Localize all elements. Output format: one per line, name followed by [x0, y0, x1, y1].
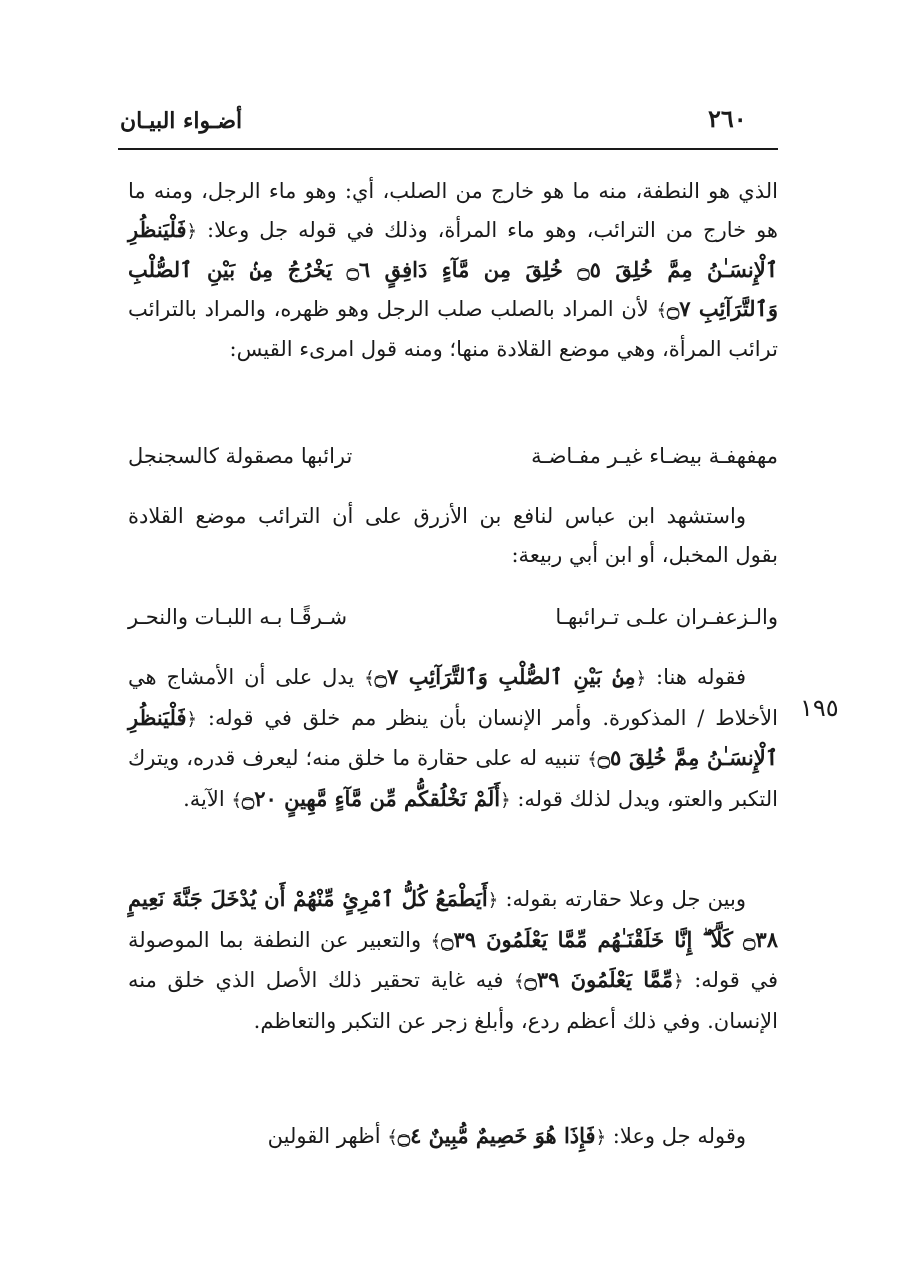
quran-quote: مِنۢ بَيْنِ ٱلصُّلْبِ وَٱلتَّرَآئِبِ ۝٧ — [374, 664, 636, 689]
paragraph-3 — [128, 658, 778, 820]
body-text: الذي هو النطفة، منه ما هو خارج من الصلب، أي: وهو ماء الرجل، ومنه ما هو خارج من الترائب، وهو ماء المرأة، وذلك في قوله جل وعلا: — [128, 179, 778, 242]
ornate-bracket: ﴿ — [186, 220, 198, 242]
ornate-bracket: ﴾ — [231, 789, 242, 811]
ornate-bracket: ﴿ — [635, 668, 647, 689]
verse-2-first-hemistich: والـزعفـران علـى تـرائبهـا — [555, 605, 778, 629]
verse-1-second-hemistich: ترائبها مصقولة كالسجنجل — [128, 444, 353, 468]
body-text: لأن المراد بالصلب صلب الرجل وهو ظهره، والمراد بالترائب ترائب المرأة، وهي موضع القلادة منها؛ ومنه قول امرىء القيس: — [128, 296, 778, 362]
verse-2-second-hemistich: شـرقًـا بـه اللبـات والنحـر — [128, 605, 348, 629]
ornate-bracket: ﴿ — [595, 1127, 607, 1148]
ornate-bracket: ﴾ — [430, 930, 442, 952]
body-text: والتعبير عن النطفة بما الموصولة في قوله: — [128, 927, 779, 993]
body-text: وبين جل وعلا حقارته بقوله: — [498, 887, 746, 911]
paragraph-4 — [128, 880, 778, 1040]
header-divider — [118, 148, 778, 150]
quran-quote: أَلَمْ نَخْلُقكُّم مِّن مَّآءٍ مَّهِينٍ ۝٢٠ — [241, 785, 501, 811]
ornate-bracket: ﴿ — [186, 708, 198, 730]
ornate-bracket: ﴿ — [487, 890, 499, 911]
verse-1-first-hemistich: مهفهفـة بيضـاء غيـر مفـاضـة — [531, 444, 778, 468]
body-text: يدل على أن الأمشاج هي الأخلاط / المذكورة. وأمر الإنسان بأن ينظر مم خلق في قوله: — [128, 665, 778, 730]
poetry-verse-1 — [128, 444, 778, 484]
page-number: ٢٦٠ — [708, 104, 747, 133]
quran-quote: فَلْيَنظُرِ ٱلْإِنسَـٰنُ مِمَّ خُلِقَ ۝٥ خُلِقَ مِن مَّآءٍ دَافِقٍ ۝٦ يَخْرُجُ مِنۢ بَيْنِ ٱلصُّلْبِ وَٱلتَّرَآئِبِ ۝٧ — [128, 216, 778, 321]
body-text: فيه غاية تحقير ذلك الأصل الذي خلق منه الإنسان. وفي ذلك أعظم ردع، وأبلغ زجر عن التكبر والتعاظم. — [128, 968, 778, 1033]
paragraph-5 — [128, 1117, 778, 1158]
ornate-bracket: ﴿ — [500, 789, 511, 811]
quran-quote: مِّمَّا يَعْلَمُونَ ۝٣٩ — [524, 967, 674, 993]
ornate-bracket: ﴿ — [673, 971, 684, 993]
body-text: وقوله جل وعلا: — [606, 1124, 746, 1148]
ornate-bracket: ﴾ — [587, 749, 598, 771]
body-text: أظهر القولين — [267, 1124, 388, 1148]
running-header-title: أضـواء البيـان — [120, 108, 243, 134]
quran-quote: فَلْيَنظُرِ ٱلْإِنسَـٰنُ مِمَّ خُلِقَ ۝٥ — [128, 704, 778, 771]
paragraph-2 — [128, 497, 778, 574]
body-text: تنبيه له على حقارة ما خلق منه؛ ليعرف قدره، ويترك التكبر والعتو، ويدل لذلك قوله: — [128, 746, 778, 811]
ornate-bracket: ﴾ — [514, 971, 525, 993]
ornate-bracket: ﴾ — [387, 1127, 398, 1148]
quran-quote: أَيَطْمَعُ كُلُّ ٱمْرِئٍ مِّنْهُمْ أَن يُدْخَلَ جَنَّةَ نَعِيمٍ ۝٣٨ كَلَّآ ۖ إِنَّا خَلَقْنَـٰهُم مِّمَّا يَعْلَمُونَ ۝٣٩ — [128, 886, 778, 952]
ornate-bracket: ﴾ — [364, 668, 375, 689]
paragraph-1 — [128, 172, 778, 369]
poetry-verse-2 — [128, 605, 778, 645]
body-text: فقوله هنا: — [646, 665, 746, 689]
ornate-bracket: ﴾ — [656, 299, 667, 321]
body-text: واستشهد ابن عباس لنافع بن الأزرق على أن الترائب موضع القلادة بقول المخبل، أو ابن أبي ربيعة: — [128, 504, 778, 567]
body-text: الآية. — [183, 786, 232, 811]
quran-quote: فَإِذَا هُوَ خَصِيمٌ مُّبِينٌ ۝٤ — [397, 1123, 596, 1148]
margin-page-reference: ١٩٥ — [800, 694, 839, 722]
